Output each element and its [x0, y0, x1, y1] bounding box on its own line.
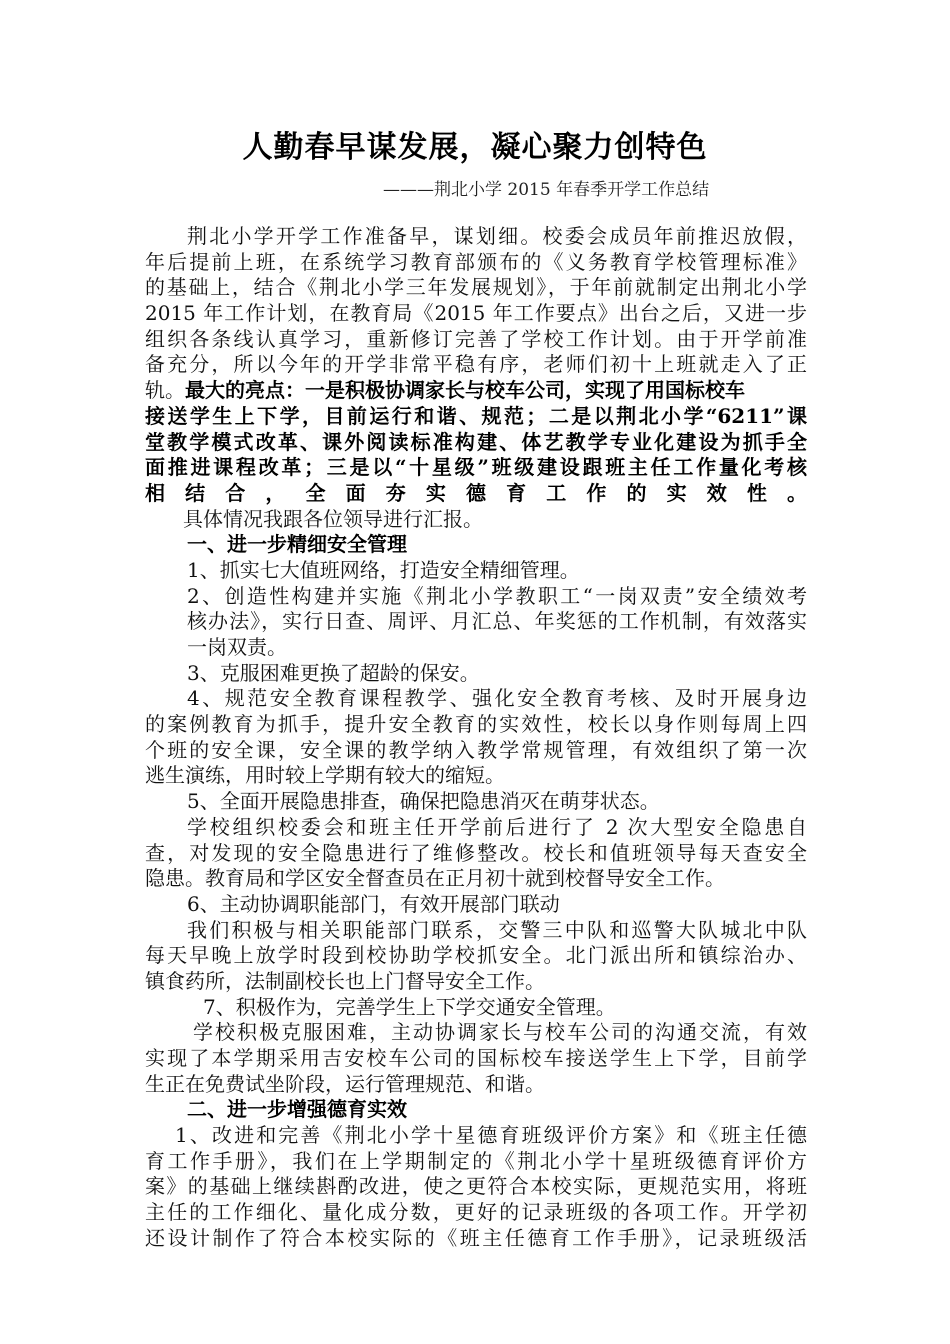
- paragraph-line: 查，对发现的安全隐患进行了维修整改。校长和值班领导每天查安全: [145, 840, 807, 865]
- paragraph-line: 每天早晚上放学时段到校协助学校抓安全。北门派出所和镇综治办、: [145, 943, 807, 968]
- paragraph-line: 还设计制作了符合本校实际的《班主任德育工作手册》，记录班级活: [145, 1225, 807, 1250]
- document-subtitle: ———荆北小学 2015 年春季开学工作总结: [383, 180, 710, 200]
- paragraph-line: 主任的工作细化、量化成分数，更好的记录班级的各项工作。开学初: [145, 1200, 807, 1225]
- list-item: 7、积极作为，完善学生上下学交通安全管理。: [203, 994, 616, 1019]
- paragraph-line: 的基础上，结合《荆北小学三年发展规划》，于年前就制定出荆北小学: [145, 275, 807, 300]
- paragraph-line: 年后提前上班，在系统学习教育部颁布的《义务教育学校管理标准》: [145, 249, 807, 274]
- paragraph-line: 具体情况我跟各位领导进行汇报。: [183, 506, 483, 531]
- paragraph-line: 的案例教育为抓手，提升安全教育的实效性，校长以身作则每周上四: [145, 712, 807, 737]
- paragraph-line: 实现了本学期采用吉安校车公司的国标校车接送学生上下学，目前学: [145, 1046, 807, 1070]
- paragraph-line: 荆北小学开学工作准备早，谋划细。校委会成员年前推迟放假，: [187, 224, 807, 248]
- paragraph-line: 学校组织校委会和班主任开学前后进行了 2 次大型安全隐患自: [187, 814, 807, 839]
- list-item: 6、主动协调职能部门，有效开展部门联动: [187, 891, 560, 916]
- highlight-text: 最大的亮点：一是积极协调家长与校车公司，实现了用国标校车: [185, 378, 745, 403]
- section-heading: 二、进一步增强德育实效: [187, 1097, 407, 1122]
- paragraph-line: 组织各条线认真学习，重新修订完善了学校工作计划。由于开学前准: [145, 326, 807, 351]
- paragraph-line-mixed: [145, 378, 807, 404]
- paragraph-line: 隐患。教育局和学区安全督查员在正月初十就到校督导安全工作。: [145, 866, 725, 891]
- paragraph-line: 育工作手册》，我们在上学期制定的《荆北小学十星班级德育评价方: [145, 1148, 807, 1173]
- highlight-line: 接送学生上下学，目前运行和谐、规范；二是以荆北小学“6211”课: [145, 403, 807, 428]
- list-item: 1、抓实七大值班网络，打造安全精细管理。: [187, 557, 580, 582]
- paragraph-line: 备充分，所以今年的开学非常平稳有序，老师们初十上班就走入了正: [145, 352, 807, 377]
- paragraph-line: 生正在免费试坐阶段，运行管理规范、和谐。: [145, 1071, 545, 1096]
- paragraph-line: 一岗双责。: [187, 635, 287, 659]
- highlight-line: 相结合，全面夯实德育工作的实效性。: [145, 480, 807, 505]
- list-item: 3、克服困难更换了超龄的保安。: [187, 660, 480, 685]
- list-item: 4、规范安全教育课程教学、强化安全教育考核、及时开展身边: [187, 686, 807, 711]
- paragraph-text: 轨。: [145, 378, 185, 403]
- list-item: 2、创造性构建并实施《荆北小学教职工“一岗双责”安全绩效考: [187, 583, 807, 608]
- list-item: 1、改进和完善《荆北小学十星德育班级评价方案》和《班主任德: [175, 1123, 807, 1148]
- document-body: [145, 224, 807, 1252]
- list-item: 5、全面开展隐患排查，确保把隐患消灭在萌芽状态。: [187, 789, 660, 814]
- paragraph-line: 逃生演练，用时较上学期有较大的缩短。: [145, 763, 505, 788]
- paragraph-line: 我们积极与相关职能部门联系，交警三中队和巡警大队城北中队: [187, 917, 807, 942]
- highlight-line: 面推进课程改革；三是以“十星级”班级建设跟班主任工作量化考核: [145, 455, 807, 480]
- paragraph-line: 案》的基础上继续斟酌改进，使之更符合本校实际，更规范实用，将班: [145, 1174, 807, 1199]
- paragraph-line: 个班的安全课，安全课的教学纳入教学常规管理，有效组织了第一次: [145, 737, 807, 762]
- paragraph-line: 学校积极克服困难，主动协调家长与校车公司的沟通交流，有效: [193, 1020, 807, 1045]
- document-title: 人勤春早谋发展，凝心聚力创特色: [242, 130, 708, 165]
- paragraph-line: 镇食药所，法制副校长也上门督导安全工作。: [145, 968, 545, 993]
- paragraph-line: 核办法》，实行日查、周评、月汇总、年奖惩的工作机制，有效落实: [187, 609, 807, 634]
- section-heading: 一、进一步精细安全管理: [187, 532, 407, 557]
- paragraph-line: 2015 年工作计划，在教育局《2015 年工作要点》出台之后，又进一步: [145, 301, 807, 326]
- highlight-line: 堂教学模式改革、课外阅读标准构建、体艺教学专业化建设为抓手全: [145, 429, 807, 454]
